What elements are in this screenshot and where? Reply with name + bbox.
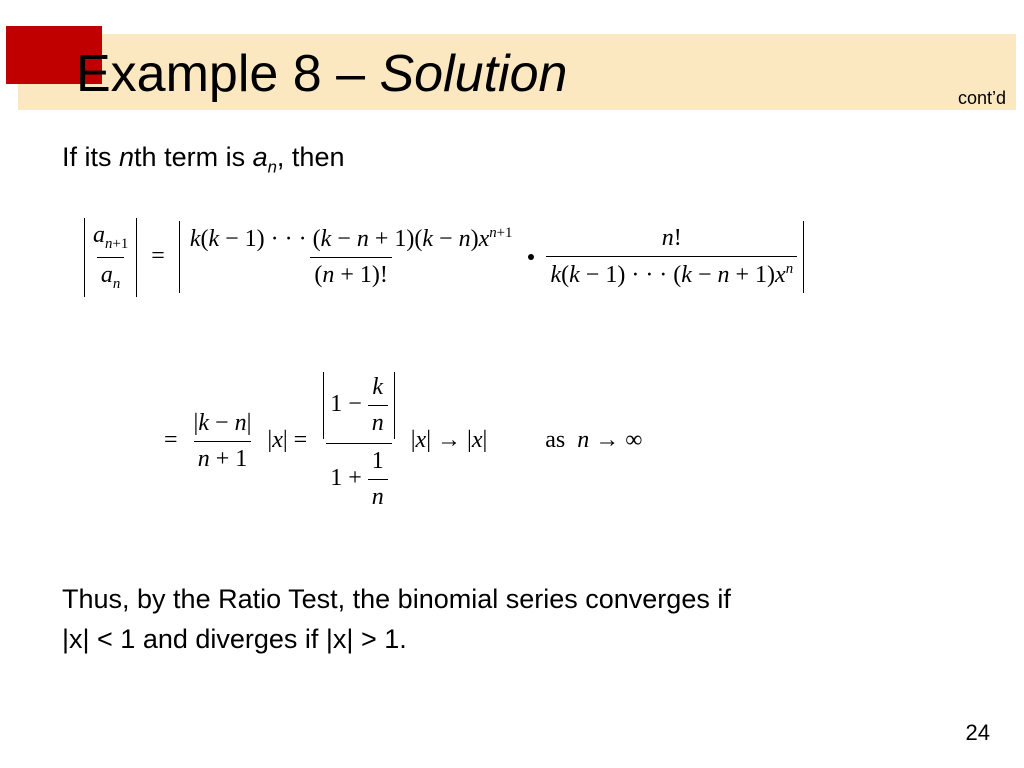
continued-label: cont’d: [957, 88, 1006, 108]
intro-text: If its nth term is $a_n$, then: [62, 142, 345, 177]
slide-title: [76, 44, 567, 104]
conclusion-line-2: |x| < 1 and diverges if |x| > 1.: [62, 624, 407, 654]
title-main: Example 8 –: [76, 45, 380, 103]
title-italic: Solution: [379, 45, 568, 103]
conclusion-line-1: Thus, by the Ratio Test, the binomial series converges if: [62, 584, 731, 614]
ratio-equation: $\frac{a_{n+1}}{a_n}$ = $\frac{k(k - 1) \cdot \cdot \cdot (k - n + 1)(k - n)x^{n+1}}{(n + 1)!}$ $\frac{n!}{k(k - 1) \cdot \cdot \cdot (k - n + 1)x^n}$: [84, 218, 804, 297]
page-number: 24: [965, 720, 990, 745]
limit-equation: = $\frac{|k - n|}{n + 1}$ |x| = 1 − $\frac{k}{n}$ 1 + $\frac{1}{n}$ |x| → |x| as n → ∞: [164, 374, 643, 510]
